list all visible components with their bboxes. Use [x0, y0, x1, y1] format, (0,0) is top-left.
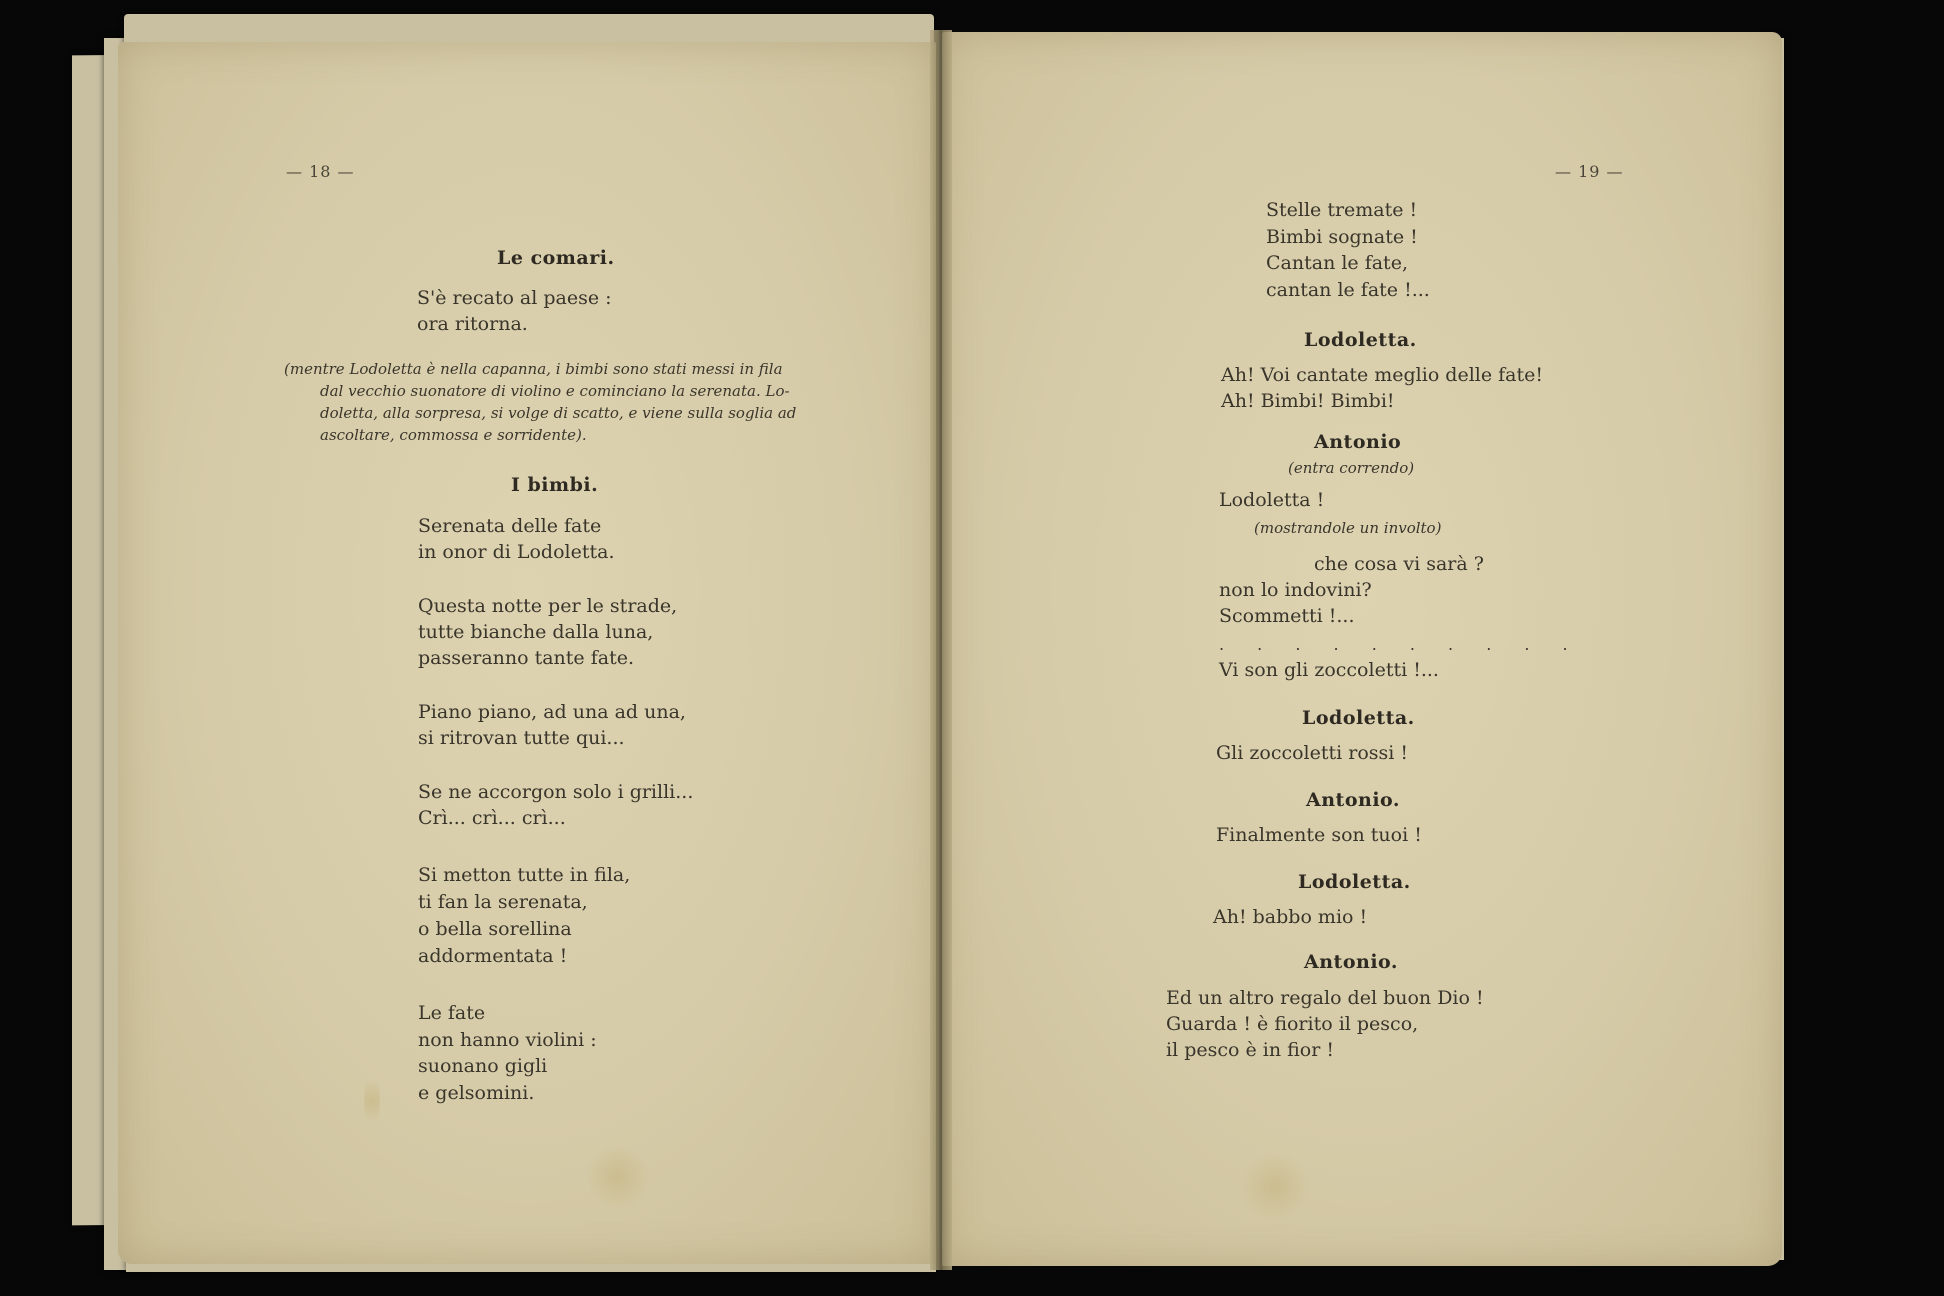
verse-line: in onor di Lodoletta.: [418, 541, 615, 563]
verse-line: Vi son gli zoccoletti !...: [1219, 659, 1439, 681]
verse-line: Finalmente son tuoi !: [1216, 824, 1422, 846]
page-number: — 18 —: [286, 162, 355, 181]
speaker-heading: Antonio.: [1306, 789, 1400, 811]
verse-line: S'è recato al paese :: [417, 287, 612, 309]
verse-line: Stelle tremate !: [1266, 199, 1418, 221]
stage-direction: (mostrandole un involto): [1254, 519, 1442, 537]
speaker-heading: Le comari.: [497, 247, 615, 269]
stain: [588, 1142, 648, 1212]
verse-line: Ah! babbo mio !: [1213, 906, 1368, 928]
stage-direction-line: (mentre Lodoletta è nella capanna, i bimbi sono stati messi in fila: [284, 360, 783, 378]
stage-direction-line: doletta, alla sorpresa, si volge di scatto, e viene sulla soglia ad: [320, 404, 797, 422]
verse-line: passeranno tante fate.: [418, 647, 634, 669]
verse-line: Si metton tutte in fila,: [418, 864, 631, 886]
stage-direction-line: dal vecchio suonatore di violino e cominciano la serenata. Lo-: [320, 382, 790, 400]
stain: [364, 1072, 380, 1130]
speaker-heading: Antonio: [1314, 431, 1402, 453]
ellipsis-row: . . . . . . . . . .: [1219, 635, 1582, 654]
speaker-heading: Lodoletta.: [1302, 707, 1415, 729]
verse-line: e gelsomini.: [418, 1082, 535, 1104]
page-number: — 19 —: [1555, 162, 1624, 181]
verse-line: Cantan le fate,: [1266, 252, 1408, 274]
speaker-heading: Antonio.: [1304, 951, 1398, 973]
verse-line: Ah! Voi cantate meglio delle fate!: [1221, 364, 1544, 386]
verse-line: suonano gigli: [418, 1055, 548, 1077]
verse-line: non lo indovini?: [1219, 579, 1372, 601]
verse-line: Bimbi sognate !: [1266, 226, 1418, 248]
speaker-heading: I bimbi.: [511, 474, 599, 496]
verse-line: ora ritorna.: [417, 313, 528, 335]
verse-line: Gli zoccoletti rossi !: [1216, 742, 1409, 764]
verse-line: Piano piano, ad una ad una,: [418, 701, 686, 723]
verse-line: cantan le fate !...: [1266, 279, 1430, 301]
speaker-heading: Lodoletta.: [1298, 871, 1411, 893]
stain: [1240, 1152, 1310, 1222]
verse-line: Scommetti !...: [1219, 605, 1355, 627]
verse-line: o bella sorellina: [418, 918, 572, 940]
verse-line: Questa notte per le strade,: [418, 595, 678, 617]
verse-line: si ritrovan tutte qui...: [418, 727, 625, 749]
verse-line: Guarda ! è fiorito il pesco,: [1166, 1013, 1419, 1035]
verse-line: Serenata delle fate: [418, 515, 602, 537]
stage-direction-line: ascoltare, commossa e sorridente).: [320, 426, 587, 444]
speaker-heading: Lodoletta.: [1304, 329, 1417, 351]
verse-line: addormentata !: [418, 945, 568, 967]
verse-line: Se ne accorgon solo i grilli...: [418, 781, 694, 803]
verse-line: Ed un altro regalo del buon Dio !: [1166, 987, 1484, 1009]
stage-direction: (entra correndo): [1288, 459, 1415, 477]
verse-line: tutte bianche dalla luna,: [418, 621, 654, 643]
verse-line: il pesco è in fior !: [1166, 1039, 1334, 1061]
right-page: [942, 32, 1782, 1266]
verse-line: Crì... crì... crì...: [418, 807, 566, 829]
verse-line: Lodoletta !: [1219, 489, 1325, 511]
verse-line: ti fan la serenata,: [418, 891, 588, 913]
book-gutter: [930, 30, 952, 1270]
verse-line: Ah! Bimbi! Bimbi!: [1221, 390, 1395, 412]
verse-line: Le fate: [418, 1002, 486, 1024]
verse-line: non hanno violini :: [418, 1029, 597, 1051]
left-page: [118, 42, 936, 1264]
verse-line: che cosa vi sarà ?: [1314, 553, 1484, 575]
